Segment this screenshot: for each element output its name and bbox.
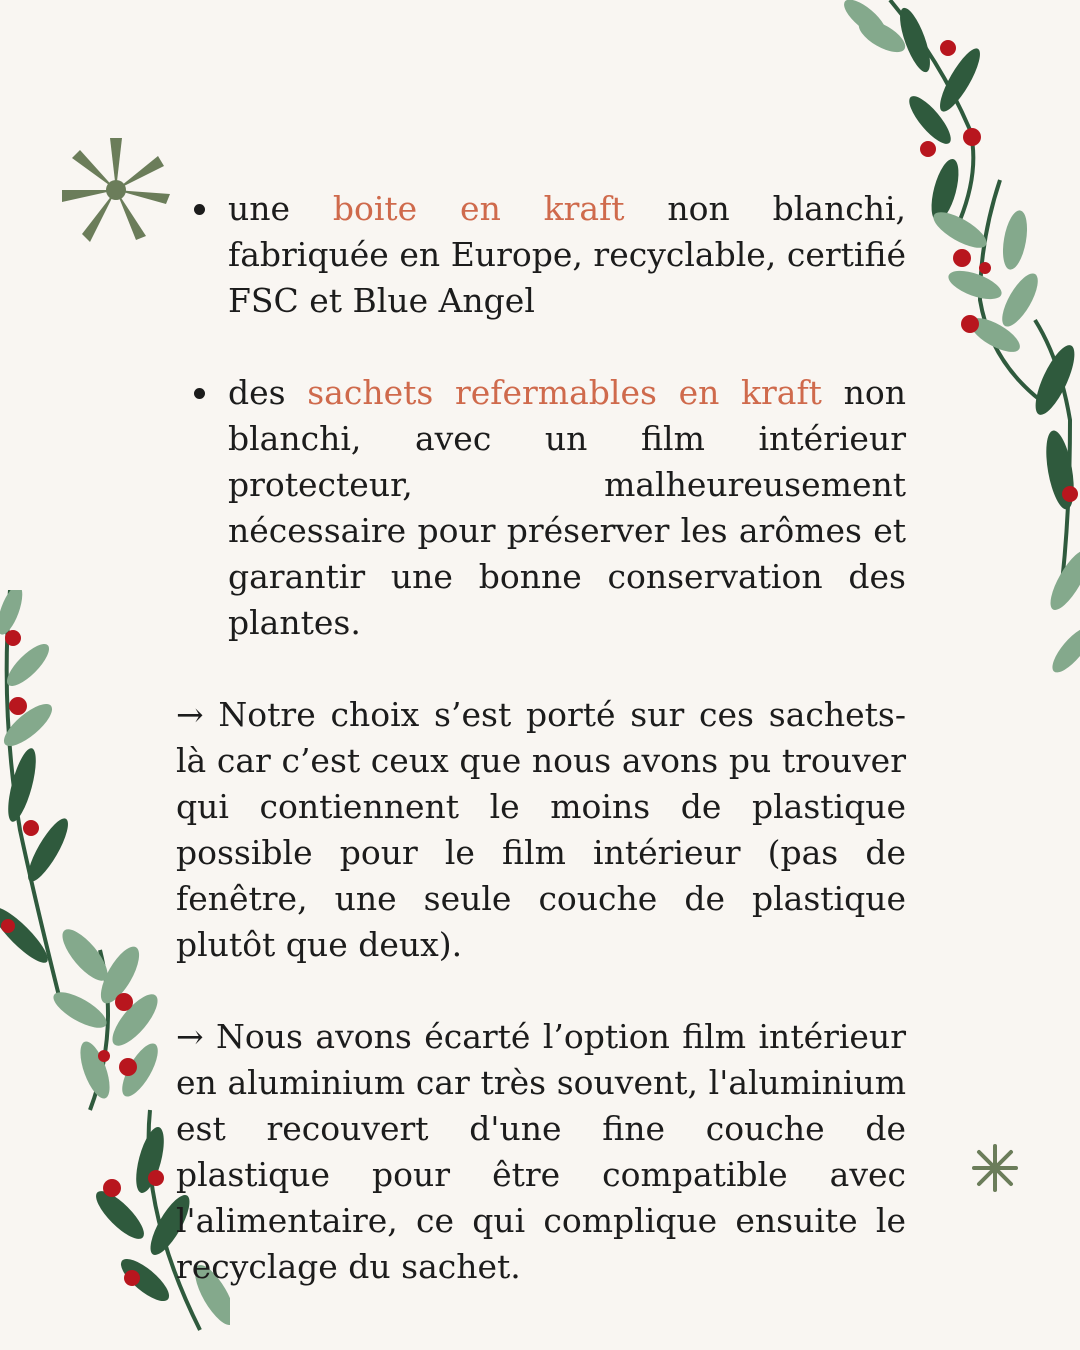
paragraph-aluminium: → Nous avons écarté l’option film intérieur en aluminium car très souvent, l'aluminium est recouvert d'une fine couche de plastique pour être compatible avec l'alimentaire, ce qui complique ensuite le recyclage du sachet. bbox=[176, 1017, 906, 1286]
bullet-prefix: une bbox=[228, 189, 333, 228]
bullet-highlight: boite en kraft bbox=[332, 189, 625, 228]
bullet-icon bbox=[194, 388, 205, 399]
bullet-suffix: non blanchi, fabriquée en Europe, recyclable, certifié FSC et Blue Angel bbox=[228, 189, 906, 320]
list-item bbox=[176, 186, 906, 324]
asterisk-star-icon bbox=[60, 136, 172, 244]
bullet-prefix: des bbox=[228, 373, 308, 412]
bullet-icon bbox=[194, 204, 205, 215]
list-item bbox=[176, 370, 906, 646]
asterisk-star-icon bbox=[970, 1144, 1020, 1192]
packaging-list bbox=[176, 186, 906, 646]
bullet-highlight: sachets refermables en kraft bbox=[307, 373, 822, 412]
paragraph-choice: → Notre choix s’est porté sur ces sachets-là car c’est ceux que nous avons pu trouver qui contiennent le moins de plastique possible pour le film intérieur (pas de fenêtre, une seule couche de plastique plutôt que deux). bbox=[176, 695, 906, 964]
main-content bbox=[176, 186, 906, 1336]
bullet-suffix: non blanchi, avec un film intérieur protecteur, malheureusement nécessaire pour préserver les arômes et garantir une bonne conservation des plantes. bbox=[228, 373, 906, 642]
